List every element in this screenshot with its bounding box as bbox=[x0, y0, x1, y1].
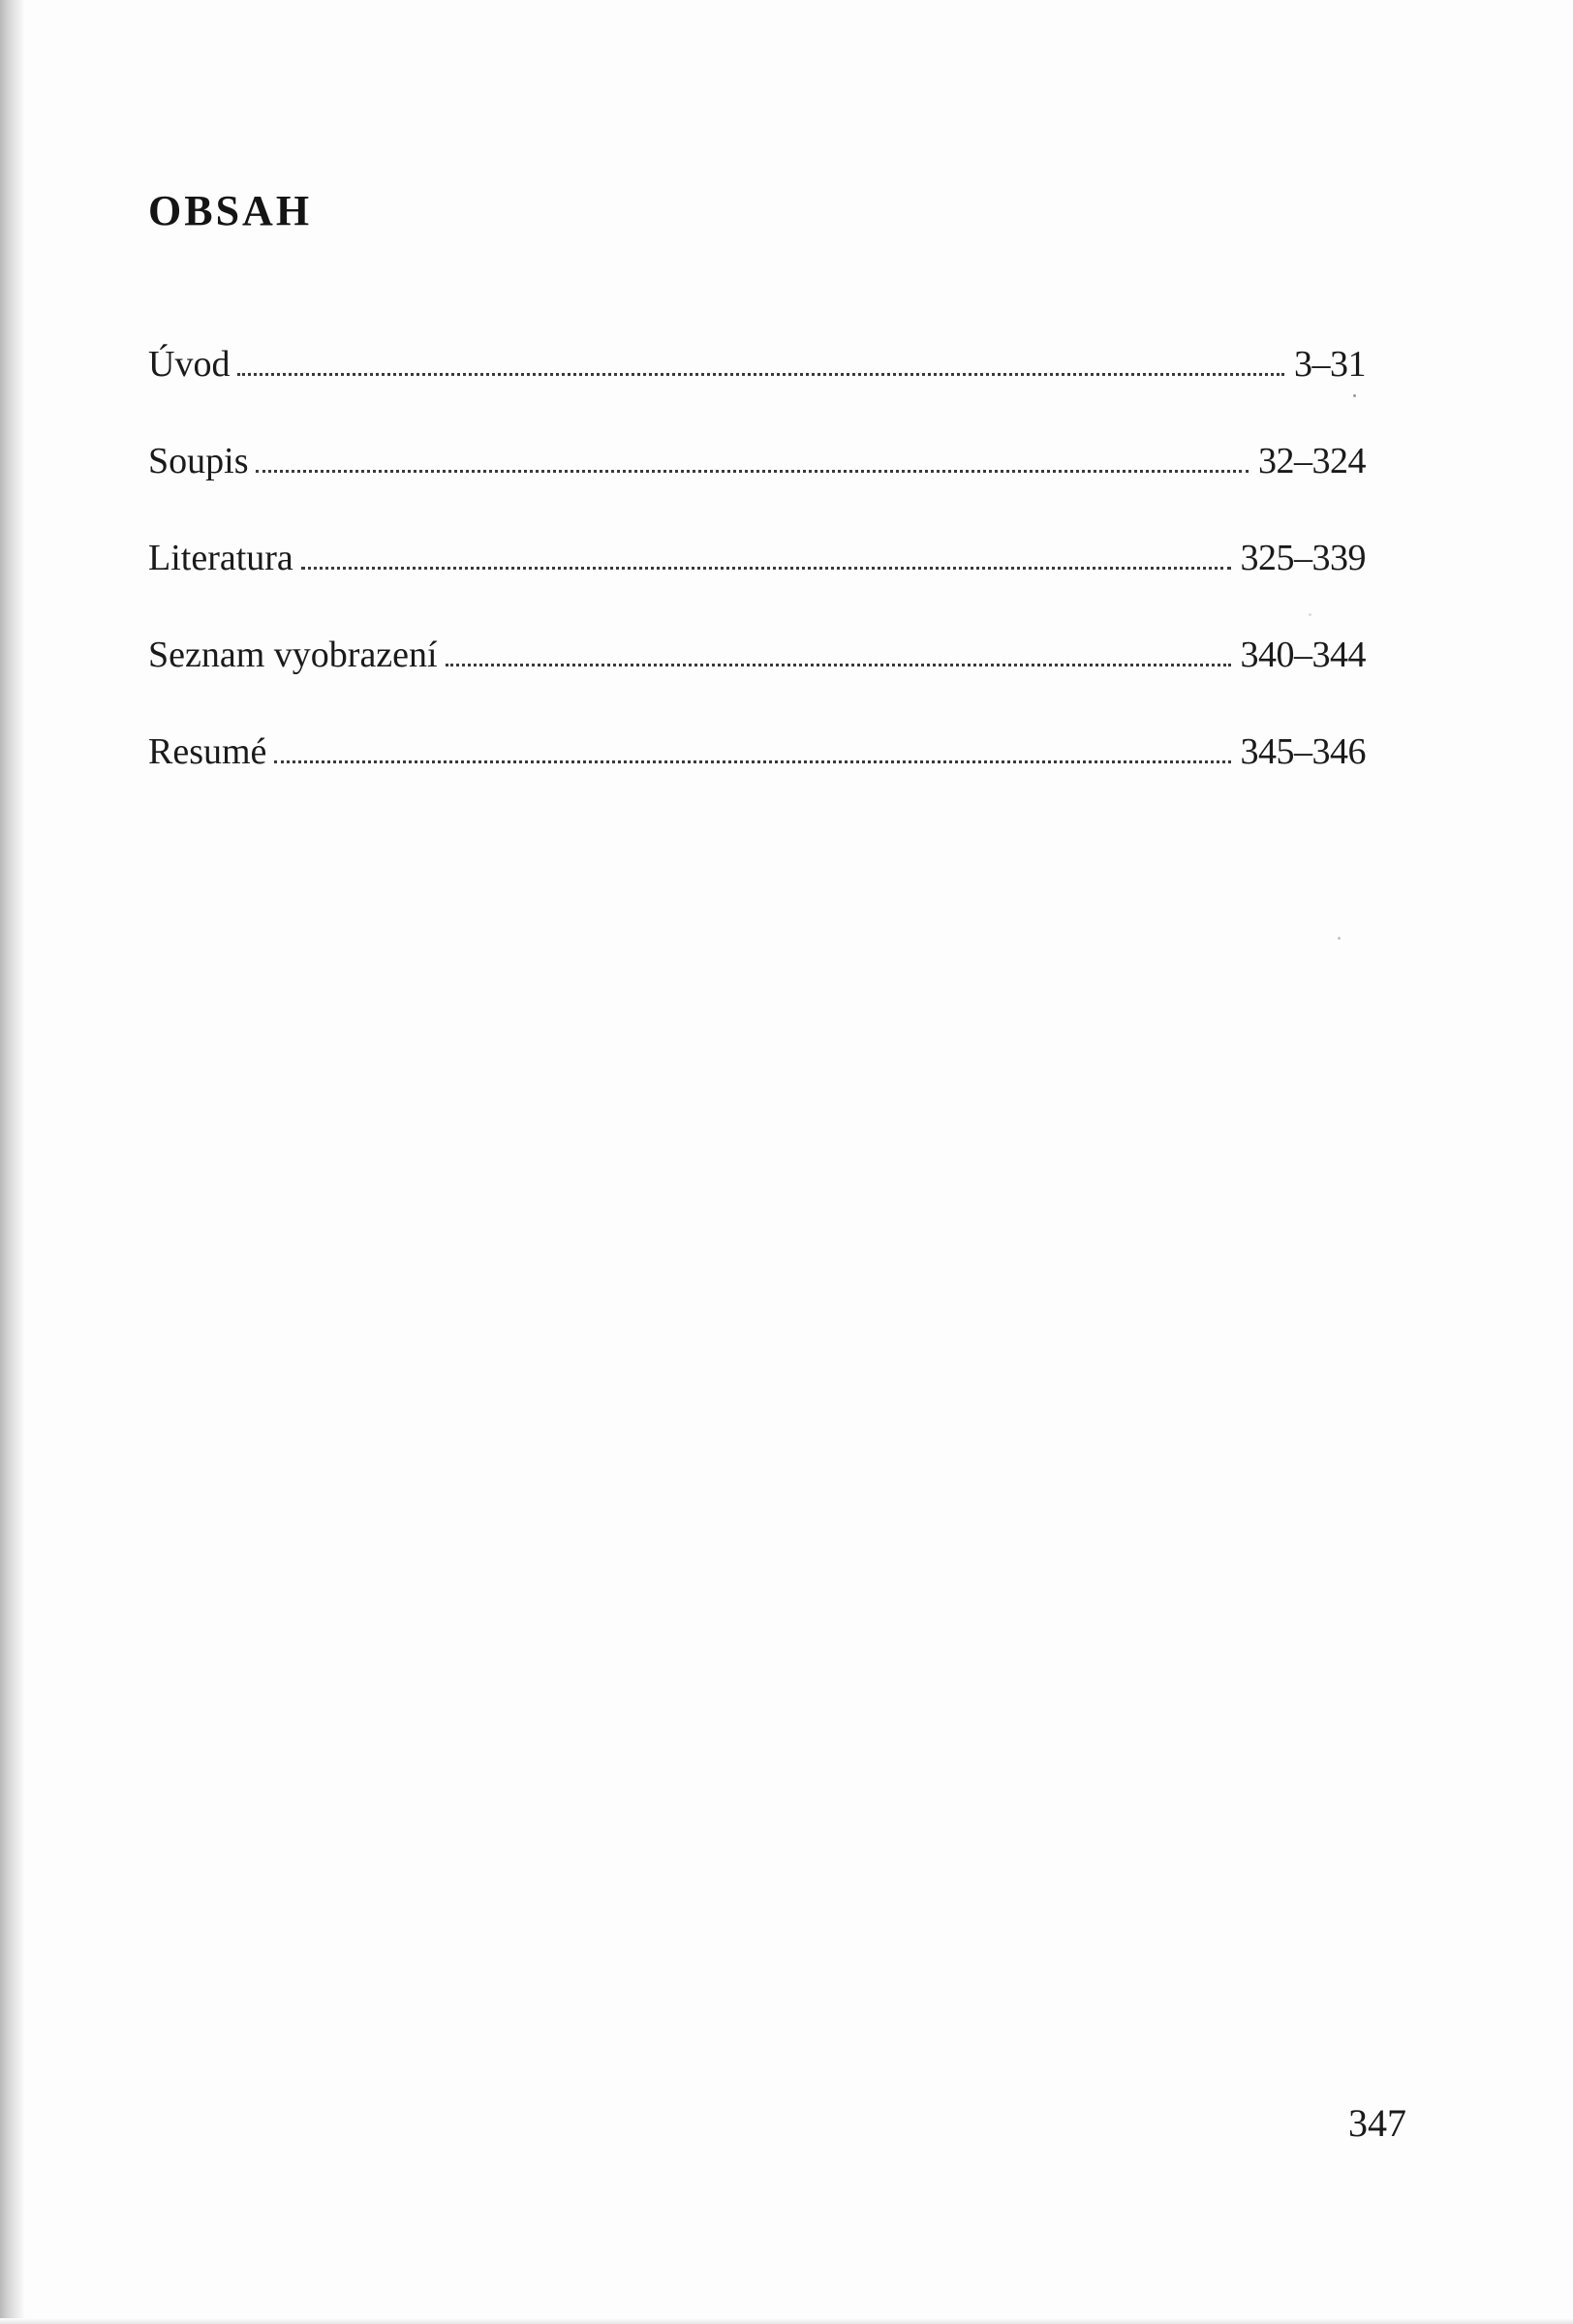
toc-entry-label: Soupis bbox=[148, 441, 249, 481]
toc-entry-seznam-vyobrazeni bbox=[148, 636, 1366, 733]
toc-dot-leader bbox=[446, 664, 1231, 666]
toc-dot-leader bbox=[237, 373, 1284, 376]
toc-entry-literatura bbox=[148, 540, 1366, 636]
toc-entry-uvod bbox=[148, 346, 1366, 443]
toc-dot-leader bbox=[274, 760, 1230, 763]
toc-entry-soupis bbox=[148, 443, 1366, 540]
scan-edge-shadow bbox=[0, 2318, 1573, 2324]
toc-entry-pages: 340–344 bbox=[1240, 635, 1366, 675]
toc-entry-resume bbox=[148, 733, 1366, 830]
toc-dot-leader bbox=[301, 567, 1231, 570]
binding-shadow bbox=[0, 0, 25, 2324]
scan-speck bbox=[1309, 613, 1311, 616]
toc-entry-pages: 32–324 bbox=[1258, 441, 1366, 481]
scan-speck bbox=[1353, 394, 1356, 397]
toc-entry-pages: 3–31 bbox=[1294, 344, 1366, 385]
page-title: OBSAH bbox=[148, 187, 313, 234]
toc-entry-label: Literatura bbox=[148, 538, 293, 578]
table-of-contents bbox=[148, 346, 1366, 830]
scan-speck bbox=[1338, 937, 1341, 940]
toc-entry-label: Úvod bbox=[148, 344, 231, 385]
toc-entry-label: Resumé bbox=[148, 731, 267, 772]
toc-dot-leader bbox=[256, 470, 1249, 473]
toc-entry-label: Seznam vyobrazení bbox=[148, 635, 438, 675]
page-number: 347 bbox=[1348, 2101, 1406, 2145]
toc-entry-pages: 325–339 bbox=[1240, 538, 1366, 578]
toc-entry-pages: 345–346 bbox=[1240, 731, 1366, 772]
